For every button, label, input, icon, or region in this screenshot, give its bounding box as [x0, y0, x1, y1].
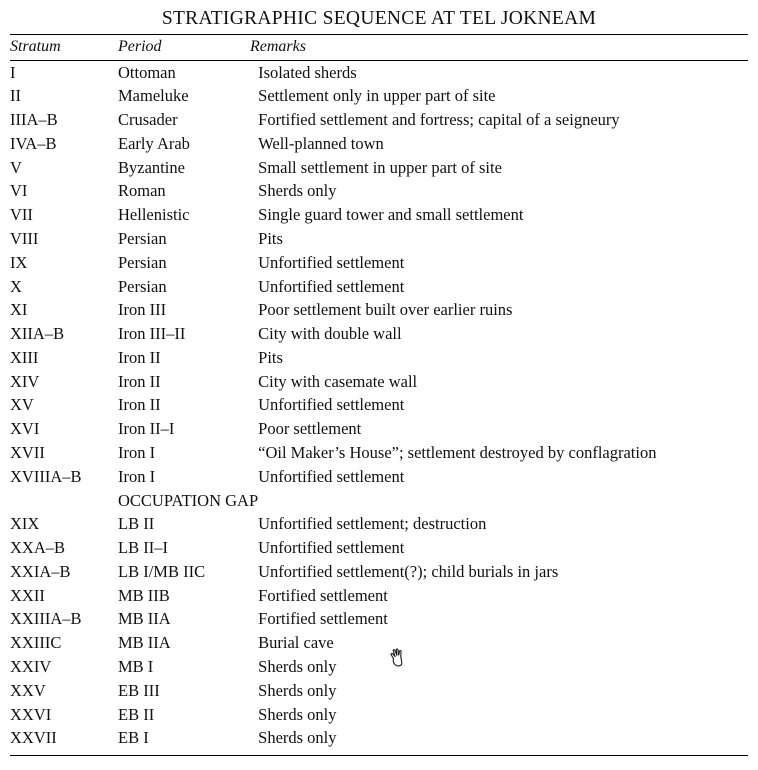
cell-period: OCCUPATION GAP — [118, 490, 259, 510]
cell-remarks: City with double wall — [258, 324, 402, 344]
cell-period: MB IIA — [118, 633, 171, 653]
cell-period: Hellenistic — [118, 205, 190, 225]
cell-remarks: Unfortified settlement; destruction — [258, 514, 487, 534]
cell-stratum: XVII — [10, 443, 45, 462]
cell-stratum: XXVI — [10, 704, 52, 724]
cell-period: MB IIA — [118, 609, 171, 629]
table-row — [10, 204, 748, 228]
cell-remarks: Pits — [258, 228, 283, 248]
cell-period: Iron I — [118, 466, 156, 486]
cell-remarks: Fortified settlement — [258, 585, 388, 605]
cell-stratum: XXIA–B — [10, 561, 71, 581]
cell-period: EB I — [118, 728, 149, 748]
cell-stratum: II — [10, 86, 21, 106]
page-title: STRATIGRAPHIC SEQUENCE AT TEL JOKNEAM — [161, 8, 597, 29]
table-row — [10, 679, 748, 703]
table-header — [10, 35, 748, 60]
column-header-stratum: Stratum — [10, 38, 61, 55]
cell-period: Early Arab — [118, 133, 190, 153]
cell-stratum: IIIA–B — [10, 110, 58, 130]
cell-period: LB II–I — [118, 538, 168, 558]
bottom-rule — [10, 755, 748, 756]
cell-period: Persian — [118, 252, 167, 272]
cell-period: EB II — [118, 704, 155, 724]
table-body — [10, 61, 748, 751]
cell-remarks: Single guard tower and small settlement — [258, 205, 524, 225]
cell-remarks: Unfortified settlement — [258, 395, 405, 415]
cell-remarks: Poor settlement built over earlier ruins — [258, 300, 513, 320]
table-row — [10, 156, 748, 180]
cell-remarks: Settlement only in upper part of site — [258, 86, 496, 106]
stratigraphy-table-body — [10, 61, 748, 751]
table-row — [10, 180, 748, 204]
cell-period: Iron I — [118, 443, 156, 462]
cell-stratum: XXVII — [10, 728, 57, 748]
cell-remarks: Sherds only — [258, 704, 337, 724]
cell-period: Iron II — [118, 395, 161, 415]
cell-period: Roman — [118, 181, 166, 201]
cell-stratum: XIV — [10, 371, 40, 391]
table-row — [10, 227, 748, 251]
cell-stratum: XXII — [10, 585, 45, 605]
table-row — [10, 61, 748, 85]
cell-stratum: XXIV — [10, 657, 52, 677]
table-row — [10, 418, 748, 442]
table-row — [10, 275, 748, 299]
cell-period: LB I/MB IIC — [118, 561, 206, 581]
table-row — [10, 560, 748, 584]
cell-remarks: Sherds only — [258, 181, 337, 201]
cell-period: Byzantine — [118, 157, 185, 177]
cell-period: Persian — [118, 228, 167, 248]
cell-stratum: XI — [10, 300, 28, 320]
cell-period: Iron III — [118, 300, 167, 320]
cell-remarks: Pits — [258, 347, 283, 367]
cell-period: LB II — [118, 514, 155, 534]
table-row — [10, 109, 748, 133]
cell-remarks: City with casemate wall — [258, 371, 418, 391]
cell-remarks: Unfortified settlement — [258, 538, 405, 558]
table-row — [10, 442, 748, 466]
table-row — [10, 370, 748, 394]
cell-stratum: XIX — [10, 514, 40, 534]
table-row — [10, 323, 748, 347]
cell-remarks: “Oil Maker’s House”; settlement destroyed by conflagration — [258, 443, 657, 462]
cell-remarks: Isolated sherds — [258, 62, 357, 82]
table-row — [10, 632, 748, 656]
cell-remarks: Unfortified settlement — [258, 276, 405, 296]
cell-stratum: XIIA–B — [10, 324, 65, 344]
table-row — [10, 251, 748, 275]
cell-stratum: I — [10, 62, 16, 82]
table-row — [10, 299, 748, 323]
table-header-row — [10, 35, 748, 60]
cell-stratum: VIII — [10, 228, 39, 248]
cell-stratum: IX — [10, 252, 28, 272]
table-row — [10, 656, 748, 680]
cell-period: Iron II — [118, 347, 161, 367]
cell-remarks: Well-planned town — [258, 133, 384, 153]
cell-stratum: XXIIIC — [10, 633, 62, 653]
cell-remarks: Fortified settlement — [258, 609, 388, 629]
cell-stratum — [10, 489, 118, 513]
cell-stratum: IVA–B — [10, 133, 57, 153]
table-row — [10, 727, 748, 751]
stratigraphy-table — [10, 35, 748, 60]
cell-stratum: X — [10, 276, 22, 296]
cell-period: Crusader — [118, 110, 178, 130]
cell-remarks: Unfortified settlement — [258, 252, 405, 272]
bottom-rule-wrap — [10, 755, 748, 756]
cell-stratum: XVI — [10, 419, 40, 439]
cell-period: MB I — [118, 657, 154, 677]
cell-period: MB IIB — [118, 585, 170, 605]
cell-period: Ottoman — [118, 62, 176, 82]
table-row — [10, 513, 748, 537]
cell-period: Iron III–II — [118, 324, 186, 344]
cell-remarks: Sherds only — [258, 728, 337, 748]
table-row-occupation-gap — [10, 489, 748, 513]
cell-remarks: Fortified settlement and fortress; capital of a seigneury — [258, 110, 620, 130]
table-row — [10, 394, 748, 418]
cell-stratum: VII — [10, 205, 33, 225]
table-row — [10, 465, 748, 489]
table-row — [10, 346, 748, 370]
cell-remarks: Poor settlement — [258, 419, 362, 439]
table-row — [10, 584, 748, 608]
cell-period: Persian — [118, 276, 167, 296]
table-row — [10, 537, 748, 561]
column-header-remarks: Remarks — [250, 38, 306, 55]
table-row — [10, 85, 748, 109]
column-header-period: Period — [118, 38, 162, 55]
cell-period: Mameluke — [118, 86, 189, 106]
table-row — [10, 608, 748, 632]
cell-remarks: Unfortified settlement — [258, 466, 405, 486]
cell-stratum: V — [10, 157, 22, 177]
cell-stratum: XVIIIA–B — [10, 466, 82, 486]
cell-stratum: VI — [10, 181, 28, 201]
cell-remarks: Unfortified settlement(?); child burials in jars — [258, 561, 559, 581]
cell-remarks: Sherds only — [258, 680, 337, 700]
cell-remarks — [258, 489, 748, 513]
cell-period: Iron II–I — [118, 419, 175, 439]
cell-remarks: Burial cave — [258, 633, 334, 653]
cell-stratum: XIII — [10, 347, 39, 367]
cell-stratum: XV — [10, 395, 34, 415]
cell-stratum: XXA–B — [10, 538, 66, 558]
cell-remarks: Sherds only — [258, 657, 337, 677]
cell-stratum: XXIIIA–B — [10, 609, 82, 629]
cell-period: EB III — [118, 680, 160, 700]
table-row — [10, 703, 748, 727]
table-row — [10, 132, 748, 156]
cell-remarks: Small settlement in upper part of site — [258, 157, 502, 177]
cell-stratum: XXV — [10, 680, 46, 700]
cell-period: Iron II — [118, 371, 161, 391]
